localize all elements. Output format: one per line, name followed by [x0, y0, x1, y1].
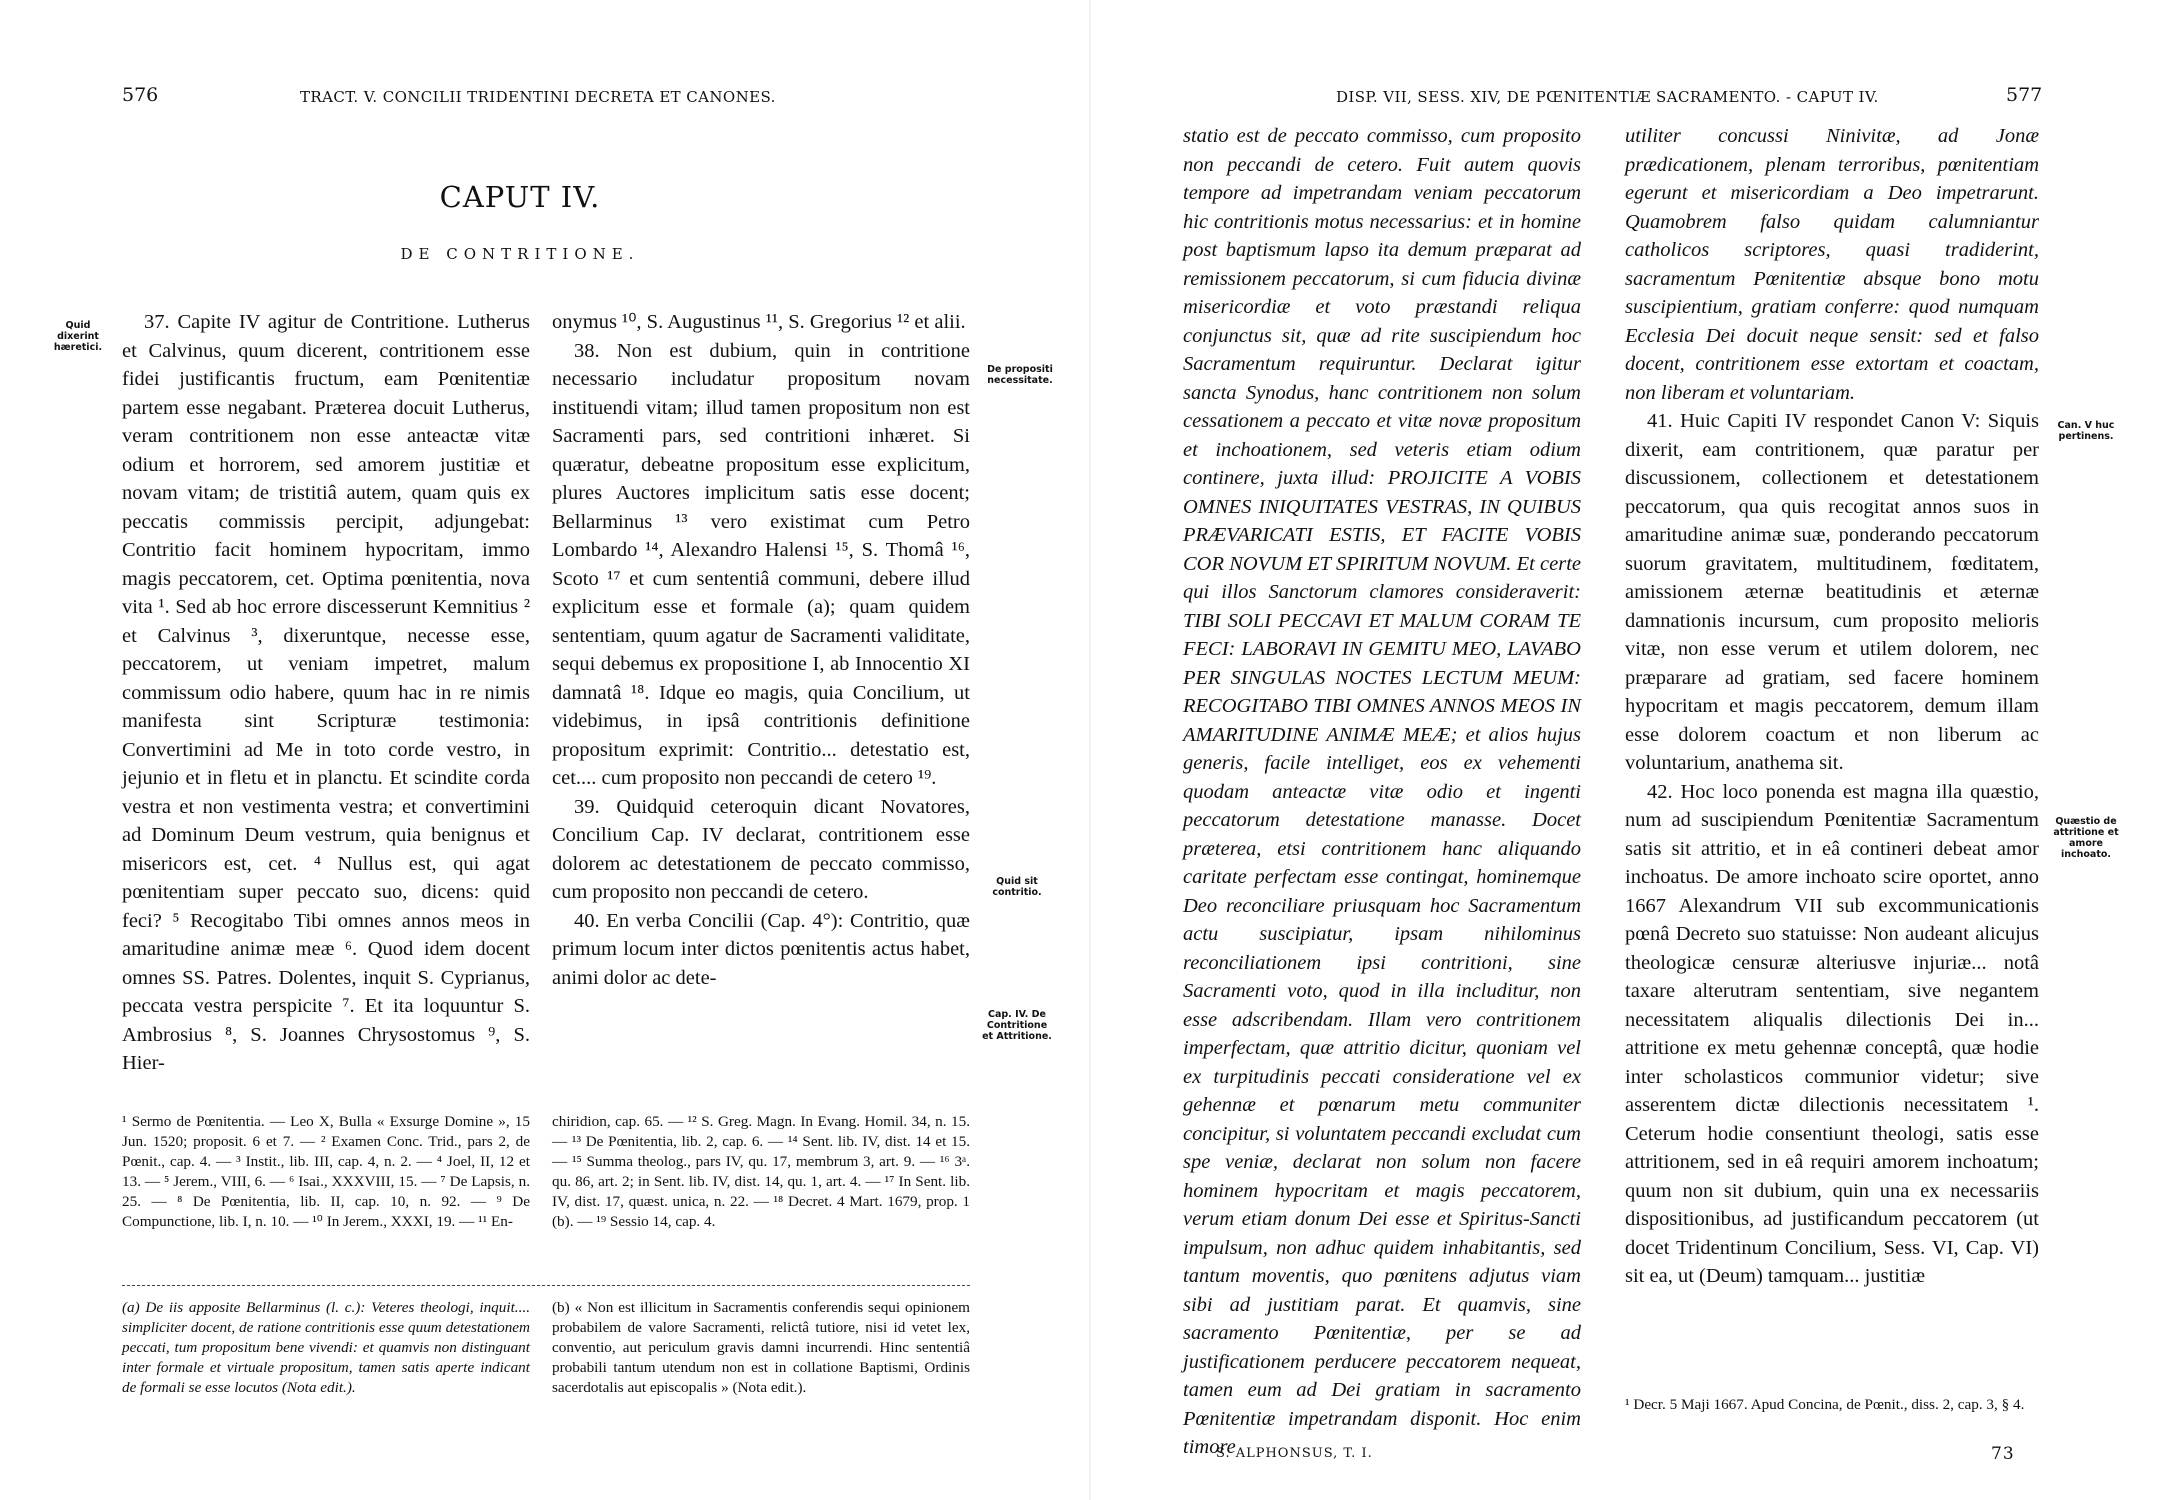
running-head-left: TRACT. V. CONCILII TRIDENTINI DECRETA ET CANONES. [300, 88, 776, 106]
running-head-right: DISP. VII, SESS. XIV, DE PŒNITENTIÆ SACRAMENTO. - CAPUT IV. [1336, 88, 1879, 106]
paragraph-41: 41. Huic Capiti IV respondet Canon V: Siquis dixerit, eam contritionem, quæ paratur per discussionem, collectionem et detestationem peccatorum, qua quis recogitat annos suos in amaritudine animæ suæ, ponderando peccatorum suorum gravitatem, multitudinem, fœditatem, amissionem æternæ beatitudinis et æternæ damnationis incursum, cum proposito melioris vitæ, non esse verum et utilem dolorem, nec præparare ad gratiam, sed facere hominem hypocritam et magis peccatorem, demum illam esse dolorem coactum et non liberum ac voluntarium, anathema sit. [1625, 410, 2039, 774]
footnote-right [1625, 1395, 2039, 1415]
editor-note-a [122, 1298, 530, 1398]
footnote-text: ¹ Sermo de Pœnitentia. — Leo X, Bulla « Exsurge Domine », 15 Jun. 1520; proposit. 6 et 7. — ² Examen Conc. Trid., pars 2, de Pœnit., cap. 4. — ³ Instit., lib. III, cap. 4, n. 2. — ⁴ Joel, II, 12 et 13. — ⁵ Jerem., VIII, 6. — ⁶ Isai., XXXVIII, 15. — ⁷ De Lapsis, n. 25. — ⁸ De Pœnitentia, lib. II, cap. 10, n. 92. — ⁹ De Compunctione, lib. I, n. 10. — ¹⁰ In Jerem., XXXI, 19. — ¹¹ En- [122, 1113, 530, 1230]
margin-note-can-v: Can. V huc pertinens. [2057, 420, 2115, 442]
margin-note-cap-iv: Cap. IV. De Contritione et Attritione. [982, 1009, 1052, 1042]
sheet-number: 73 [1991, 1444, 2015, 1464]
paragraph-40: 40. En verba Concilii (Cap. 4°): Contritio, quæ primum locum inter dictos pœnitentis actus habet, animi dolor ac dete- [552, 909, 970, 989]
footnotes-left-col2 [552, 1112, 970, 1232]
margin-note-quaestio: Quæstio de attritione et amore inchoato. [2053, 816, 2119, 860]
left-column-1 [122, 308, 530, 1078]
chapter-title: CAPUT IV. [439, 180, 601, 214]
decree-text: statio est de peccato commisso, cum proposito non peccandi de cetero. Fuit autem quovis tempore ad impetrandam veniam peccatorum hic contritionis motus necessarius: et in homine post baptismum lapso ita demum præparat ad remissionem peccatorum, si cum fiducia divinæ misericordiæ et voto præstandi reliqua conjunctus sit, quæ ad rite suscipiendum hoc Sacramentum requiruntur. Declarat igitur sancta Synodus, hanc contritionem non solum cessationem a peccato et vitæ novæ propositum et inchoationem, sed veteris etiam odium continere, juxta illud: PROJICITE A VOBIS OMNES INIQUITATES VESTRAS, IN QUIBUS PRÆVARICATI ESTIS, ET FACITE VOBIS COR NOVUM ET SPIRITUM NOVUM. Et certe qui illos Sanctorum clamores consideraverit: TIBI SOLI PECCAVI ET MALUM CORAM TE FECI: LABORAVI IN GEMITU MEO, LAVABO PER SINGULAS NOCTES LECTUM MEUM: RECOGITABO TIBI OMNES ANNOS MEOS IN AMARITUDINE ANIMÆ MEÆ; et alios hujus generis, facile intelliget, eos ex vehementi quodam anteactæ vitæ odio et ingenti peccatorum detestatione manasse. Docet præterea, etsi contritionem hanc aliquando caritate perfectam esse contingat, hominemque Deo reconciliare priusquam hoc Sacramentum actu suscipiatur, ipsam nihilominus reconciliationem ipsi contritioni, sine Sacramenti voto, quod in illa includitur, non esse adscribendam. Illam vero contritionem imperfectam, quæ attritio dicitur, quoniam vel ex turpitudinis peccati consideratione vel ex gehennæ et pœnarum metu communiter concipitur, si voluntatem peccandi excludat cum spe veniæ, declarat non solum non facere hominem hypocritam et magis peccatorem, verum etiam donum Dei esse et Spiritus-Sancti impulsum, non adhuc quidem inhabitantis, sed tantum moventis, quo pœnitens adjutus viam sibi ad justitiam parat. Et quamvis, sine sacramento Pœnitentiæ, per se ad justificationem perducere peccatorem nequeat, tamen eum ad Dei gratiam in sacramento Pœnitentiæ impetrandam disponit. Hoc enim timore [1183, 125, 1581, 1458]
right-page [1091, 0, 2182, 1500]
paragraph-42: 42. Hoc loco ponenda est magna illa quæstio, num ad suscipiendum Pœnitentiæ Sacramentum satis sit attritio, et in eâ contineri debeat amor inchoatus. De amore inchoato scire oportet, anno 1667 Alexandrum VII sub excommunicationis pœnâ Decreto suo statuisse: Non audeant alicujus theologicæ censuræ alteriusve injuriæ... notâ taxare alterutram sententiam, sive negantem necessitatem aliqualis dilectionis Dei in... attritione ex metu gehennæ conceptâ, quæ hodie inter scholasticos communior videtur; sive asserentem dictæ dilectionis necessitatem ¹. Ceterum hodie consentiunt theologi, satis esse attritionem, sed in eâ requiri amorem inchoatum; quum non sit dubium, quin una ex necessariis dispositionibus, ad justificandum peccatorem (ut docet Tridentinum Concilium, Sess. VI, Cap. VI) sit ea, ut (Deum) tamquam... justitiæ [1625, 780, 2039, 1287]
paragraph-continued: onymus ¹⁰, S. Augustinus ¹¹, S. Gregorius ¹² et alii. [552, 311, 966, 333]
right-column-1 [1183, 122, 1581, 1462]
margin-note-quid-dixerint: Quid dixerint hæretici. [53, 320, 103, 353]
paragraph-37: 37. Capite IV agitur de Contritione. Lutherus et Calvinus, quum dicerent, contritionem esse fidei justificantis fructum, eam Pœnitentiæ partem esse negabant. Præterea docuit Lutherus, veram contritionem non esse anteactæ vitæ odium et horrorem, sed amorem justitiæ et novam vitam; de tristitiâ autem, quam quis ex peccatis commissis percipit, adjungebat: Contritio facit hominem hypocritam, immo magis peccatorem, cet. Optima pœnitentia, nova vita ¹. Sed ab hoc errore discesserunt Kemnitius ² et Calvinus ³, dixeruntque, necesse esse, peccatorem, ut veniam impetret, malum commissum odio habere, quum hac in re nimis manifesta sint Scripturæ testimonia: Convertimini ad Me in toto corde vestro, in jejunio et in fletu et in planctu. Et scindite corda vestra et non vestimenta vestra; et convertimini ad Dominum Deum vestrum, quia benignus et misericors est, cet. ⁴ Nullus est, qui agat pœnitentiam super peccato suo, dicens: quid feci? ⁵ Recogitabo Tibi omnes annos meos in amaritudine animæ meæ ⁶. Quod idem docent omnes SS. Patres. Dolentes, inquit S. Cyprianus, peccata vestra perspicite ⁷. Et ita loquuntur S. Ambrosius ⁸, S. Joannes Chrysostomus ⁹, S. Hier- [122, 311, 530, 1074]
paragraph-39: 39. Quidquid ceteroquin dicant Novatores, Concilium Cap. IV declarat, contritionem esse dolorem ac detestationem de peccato commisso, cum proposito non peccandi de cetero. [552, 795, 970, 903]
margin-note-de-propositi: De propositi necessitate. [987, 364, 1053, 386]
margin-note-quid-sit: Quid sit contritio. [992, 876, 1042, 898]
footnotes-left-col1 [122, 1112, 530, 1232]
paragraph-38: 38. Non est dubium, quin in contritione necessario includatur propositum novam instituendi vitam; illud tamen propositum non est Sacramenti pars, sed contritioni inhæret. Si quæratur, debeatne propositum esse explicitum, plures Auctores implicitum satis esse docent; Bellarminus ¹³ vero existimat cum Petro Lombardo ¹⁴, Alexandro Halensi ¹⁵, S. Thomâ ¹⁶, Scoto ¹⁷ et cum sententiâ communi, debere illud explicitum esse et formale (a); quam quidem sententiam, quum agatur de Sacramenti validitate, sequi debemus ex propositione I, ab Innocentio XI damnatâ ¹⁸. Idque eo magis, quia Concilium, ut videbimus, in ipsâ contritionis definitione propositum exprimit: Contritio... detestatio est, cet.... cum proposito non peccandi de cetero ¹⁹. [552, 339, 970, 789]
footnote-text: ¹ Decr. 5 Maji 1667. Apud Concina, de Pœnit., diss. 2, cap. 3, § 4. [1625, 1396, 2025, 1413]
editor-note-b [552, 1298, 970, 1398]
left-column-2 [552, 308, 970, 992]
footnote-divider [122, 1285, 970, 1286]
right-column-2 [1625, 122, 2039, 1291]
chapter-subtitle: DE CONTRITIONE. [400, 245, 640, 263]
note-a-text: (a) De iis apposite Bellarminus (l. c.): Veteres theologi, inquit.... simpliciter docent, de ratione contritionis esse quum detestationem peccati, tum propositum bene vivendi: et quamvis non distinguant inter formale et virtuale propositum, tamen satis aperte indicant de formali se esse locutos (Nota edit.). [122, 1299, 530, 1396]
decree-continued: utiliter concussi Ninivitæ, ad Jonæ prædicationem, plenam terroribus, pœnitentiam egerunt et misericordiam a Deo impetrarunt. Quamobrem falso quidam calumniantur catholicos scriptores, quasi tradiderint, sacramentum Pœnitentiæ absque bono motu suscipientium, gratiam conferre: quod numquam Ecclesia Dei docuit neque sensit: sed et falso docent, contritionem esse extortam et coactam, non liberam et voluntariam. [1625, 125, 2039, 404]
footnote-text: chiridion, cap. 65. — ¹² S. Greg. Magn. In Evang. Homil. 34, n. 15. — ¹³ De Pœnitentia, lib. 2, cap. 6. — ¹⁴ Sent. lib. IV, dist. 14 et 15. — ¹⁵ Summa theolog., pars IV, qu. 17, membrum 3, art. 9. — ¹⁶ 3ᵃ. qu. 86, art. 2; in Sent. lib. IV, dist. 14, qu. 1, art. 4. — ¹⁷ In Sent. lib. IV, dist. 17, quæst. unica, n. 22. — ¹⁸ Decret. 4 Mart. 1679, prop. 1 (b). — ¹⁹ Sessio 14, cap. 4. [552, 1113, 970, 1230]
note-b-text: (b) « Non est illicitum in Sacramentis conferendis sequi opinionem probabilem de valore Sacramenti, relictâ tutiore, nisi id vetet lex, conventio, aut periculum gravis damni incurrendi. Hinc sententiâ probabili tantum utendum non est in collatione Baptismi, Ordinis sacerdotalis aut episcopalis » (Nota edit.). [552, 1299, 970, 1396]
page-number-right: 577 [2006, 84, 2043, 106]
page-number-left: 576 [122, 84, 159, 106]
signature-mark: S. ALPHONSUS, T. I. [1216, 1446, 1373, 1461]
